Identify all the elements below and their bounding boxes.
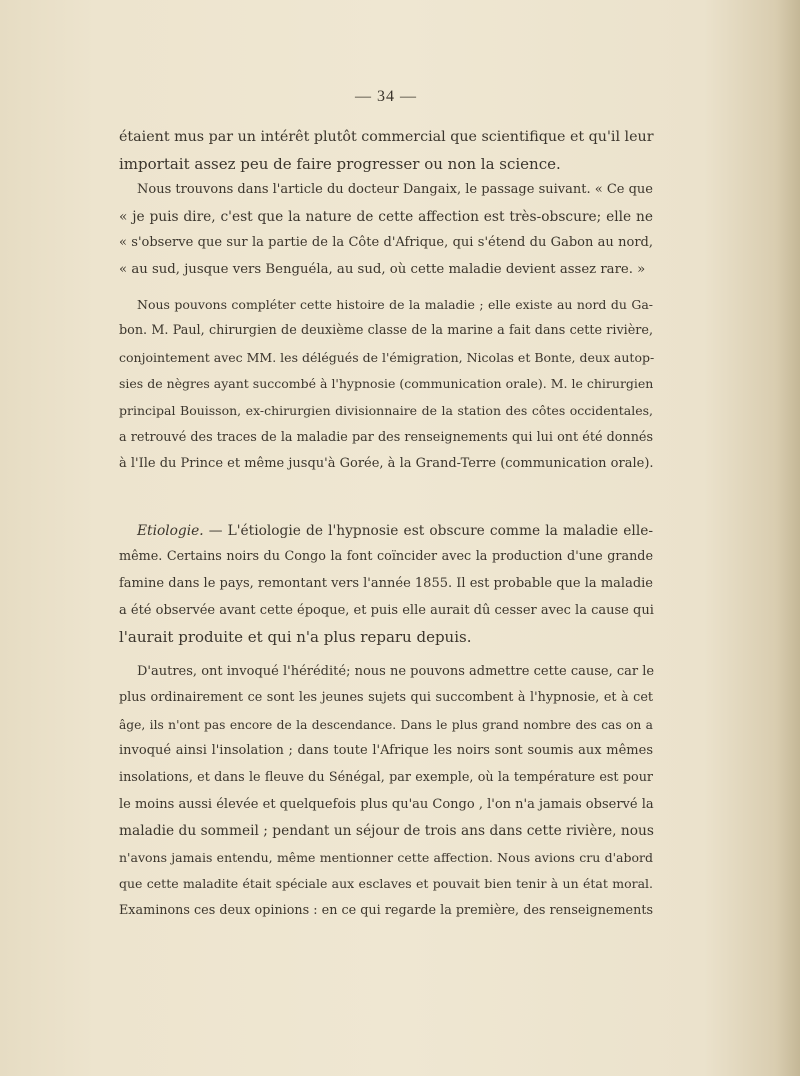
text-line: « je puis dire, c'est que la nature de cette affection est très-obscure; elle ne xyxy=(119,208,653,225)
text-line: « s'observe que sur la partie de la Côte d'Afrique, qui s'étend du Gabon au nord, xyxy=(119,235,653,251)
paragraph-etiologie xyxy=(119,518,653,651)
text-line: étaient mus par un intérêt plutôt commercial que scientifique et qu'il leur xyxy=(119,129,654,145)
text-line: importait assez peu de faire progresser ou non la science. xyxy=(119,154,561,173)
text-line: famine dans le pays, remontant vers l'année 1855. Il est probable que la maladie xyxy=(119,575,653,591)
text-line: n'avons jamais entendu, même mentionner cette affection. Nous avions cru d'abord xyxy=(119,849,653,865)
text-line: Examinons ces deux opinions : en ce qui regarde la première, des renseignements xyxy=(119,903,653,919)
text-line: insolations, et dans le fleuve du Sénégal, par exemple, où la température est pour xyxy=(119,770,653,786)
text-line: Nous pouvons compléter cette histoire de la maladie ; elle existe au nord du Ga- xyxy=(137,296,653,312)
text-line: conjointement avec MM. les délégués de l'émigration, Nicolas et Bonte, deux autop- xyxy=(119,349,655,365)
text-line: âge, ils n'ont pas encore de la descendance. Dans le plus grand nombre des cas on a xyxy=(119,717,653,732)
text-line: invoqué ainsi l'insolation ; dans toute l'Afrique les noirs sont soumis aux mêmes xyxy=(119,743,653,759)
text-line xyxy=(119,518,653,545)
text-line: bon. M. Paul, chirurgien de deuxième classe de la marine a fait dans cette rivière, xyxy=(119,323,653,339)
text-line: Nous trouvons dans l'article du docteur Dangaix, le passage suivant. « Ce que xyxy=(137,182,653,198)
paragraph-1 xyxy=(119,124,653,177)
section-gap xyxy=(119,478,653,518)
text-line: que cette maladite était spéciale aux esclaves et pouvait bien tenir à un état moral. xyxy=(119,876,653,892)
text-line-rest: — L'étiologie de l'hypnosie est obscure comme la maladie elle- xyxy=(203,522,653,539)
text-line: sies de nègres ayant succombé à l'hypnosie (communication orale). M. le chirurgien xyxy=(119,376,654,392)
page-number: — 34 — xyxy=(355,88,417,105)
text-line: le moins aussi élevée et quelquefois plus qu'au Congo , l'on n'a jamais observé la xyxy=(119,796,654,812)
text-line: principal Bouisson, ex-chirurgien divisionnaire de la station des côtes occidentales, xyxy=(119,402,653,418)
text-line: D'autres, ont invoqué l'hérédité; nous ne pouvons admettre cette cause, car le xyxy=(137,663,655,679)
text-line: a été observée avant cette époque, et puis elle aurait dû cesser avec la cause qui xyxy=(119,602,654,618)
text-line: maladie du sommeil ; pendant un séjour de trois ans dans cette rivière, nous xyxy=(119,823,654,840)
paragraph-3 xyxy=(119,292,653,478)
paragraph-2 xyxy=(119,177,653,283)
text-line: plus ordinairement ce sont les jeunes sujets qui succombent à l'hypnosie, et à cet xyxy=(119,690,653,706)
body-text xyxy=(119,124,653,925)
text-line: « au sud, jusque vers Benguéla, au sud, où cette maladie devient assez rare. » xyxy=(119,261,646,277)
text-line: l'aurait produite et qui n'a plus reparu depuis. xyxy=(119,628,472,647)
paragraph-gap xyxy=(119,284,653,292)
paragraph-5 xyxy=(119,659,653,925)
section-heading: Etiologie. xyxy=(137,522,204,539)
text-line: à l'Ile du Prince et même jusqu'à Gorée, à la Grand-Terre (communication orale). xyxy=(119,456,654,472)
paragraph-gap xyxy=(119,651,653,659)
text-line: a retrouvé des traces de la maladie par des renseignements qui lui ont été donnés xyxy=(119,429,653,445)
text-line: même. Certains noirs du Congo la font coïncider avec la production d'une grande xyxy=(119,549,653,565)
